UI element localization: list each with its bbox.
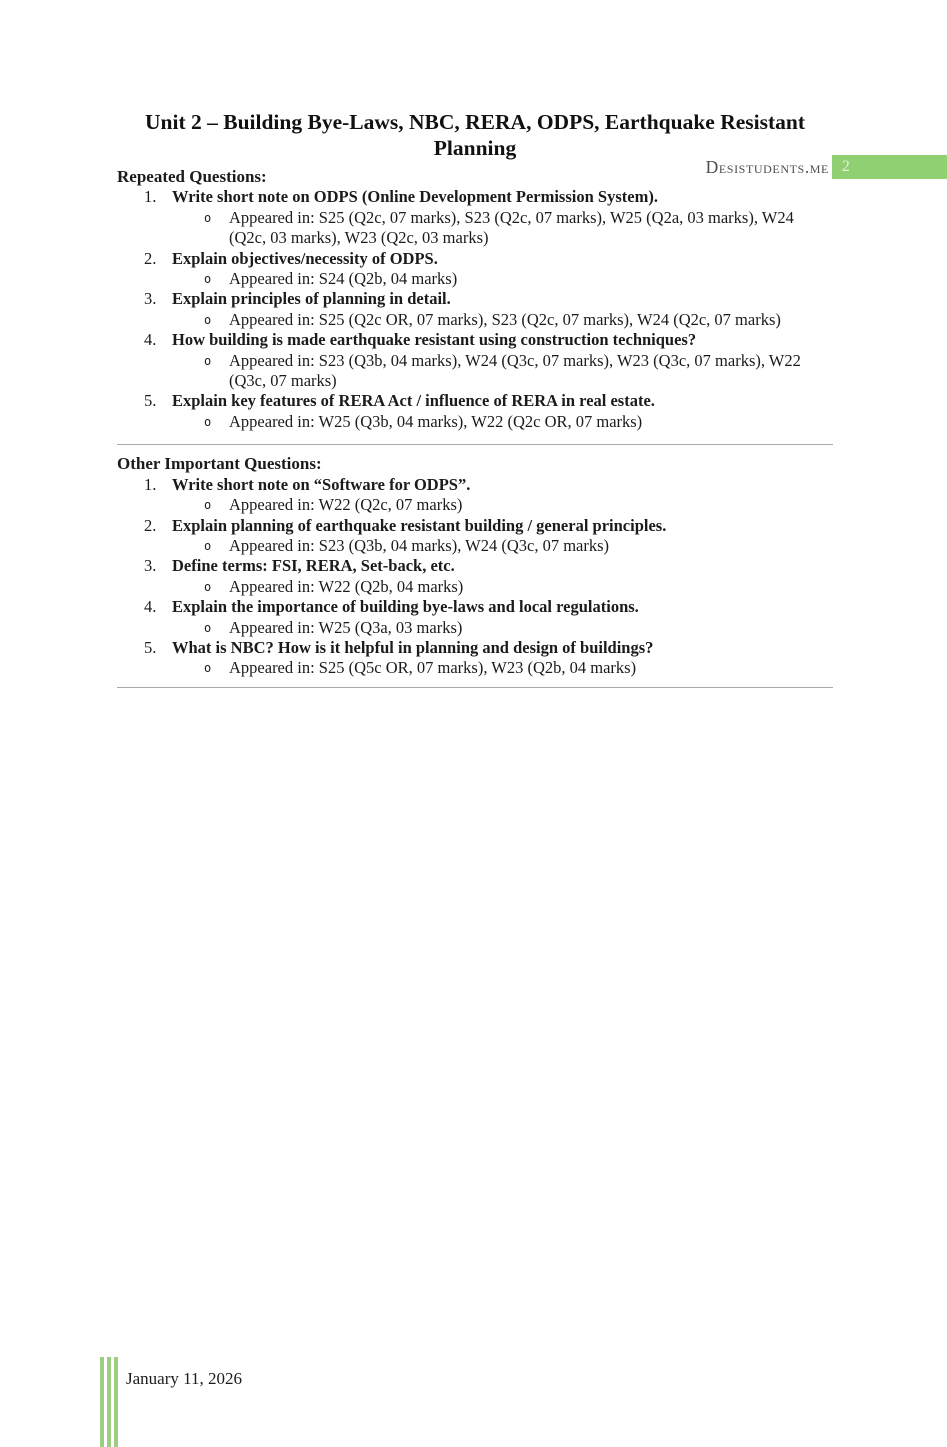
question-item (117, 187, 833, 207)
question-number: 1. (144, 474, 157, 494)
question-text: Explain principles of planning in detail. (172, 289, 451, 309)
question-number: 3. (144, 556, 157, 576)
section-repeated-questions (117, 167, 833, 432)
question-text: Explain objectives/necessity of ODPS. (172, 248, 438, 268)
section-heading: Other Important Questions: (117, 454, 322, 474)
appeared-in-text: Appeared in: W25 (Q3b, 04 marks), W22 (Q2c OR, 07 marks) (229, 411, 643, 431)
appeared-in-item (117, 495, 833, 515)
question-item (117, 638, 833, 658)
appeared-in-text: Appeared in: W22 (Q2c, 07 marks) (229, 495, 463, 515)
question-number: 4. (144, 597, 157, 617)
question-text: Write short note on ODPS (Online Development Permission System). (172, 187, 658, 207)
sub-bullet-icon: o (204, 312, 212, 327)
appeared-in-item (117, 577, 833, 597)
section-divider (117, 444, 833, 445)
appeared-in-item (117, 618, 833, 638)
appeared-in-text: Appeared in: S25 (Q2c, 07 marks), S23 (Q2c, 07 marks), W25 (Q2a, 03 marks), W24 (Q2c, 03 marks), W23 (Q2c, 03 marks) (229, 207, 794, 248)
page-header (706, 155, 947, 179)
sub-bullet-icon: o (204, 661, 212, 676)
sub-bullet-icon: o (204, 272, 212, 287)
accent-bar (114, 1357, 118, 1447)
question-number: 5. (144, 391, 157, 411)
question-item (117, 330, 833, 350)
accent-bar (107, 1357, 111, 1447)
sub-bullet-icon: o (204, 538, 212, 553)
question-number: 4. (144, 330, 157, 350)
page-number: 2 (842, 158, 850, 175)
appeared-in-item (117, 412, 833, 432)
question-item (117, 597, 833, 617)
page-number-badge (832, 155, 947, 179)
footer-date: January 11, 2026 (126, 1369, 242, 1388)
question-item (117, 249, 833, 269)
question-text: Explain the importance of building bye-laws and local regulations. (172, 597, 639, 617)
question-text: Explain planning of earthquake resistant building / general principles. (172, 515, 667, 535)
accent-bar (100, 1357, 104, 1447)
appeared-in-item (117, 269, 833, 289)
question-item (117, 475, 833, 495)
appeared-in-text: Appeared in: W25 (Q3a, 03 marks) (229, 617, 463, 637)
appeared-in-item (117, 208, 833, 249)
question-text: What is NBC? How is it helpful in planning and design of buildings? (172, 637, 654, 657)
question-item (117, 391, 833, 411)
question-text: Explain key features of RERA Act / influence of RERA in real estate. (172, 391, 655, 411)
appeared-in-text: Appeared in: W22 (Q2b, 04 marks) (229, 576, 464, 596)
appeared-in-text: Appeared in: S23 (Q3b, 04 marks), W24 (Q3c, 07 marks) (229, 535, 610, 555)
question-number: 1. (144, 187, 157, 207)
sub-bullet-icon: o (204, 353, 212, 368)
unit-title: Unit 2 – Building Bye-Laws, NBC, RERA, ODPS, Earthquake Resistant Planning (144, 110, 806, 160)
appeared-in-text: Appeared in: S25 (Q5c OR, 07 marks), W23 (Q2b, 04 marks) (229, 658, 637, 678)
sub-bullet-icon: o (204, 579, 212, 594)
appeared-in-item (117, 310, 833, 330)
section-heading: Repeated Questions: (117, 167, 267, 186)
question-item (117, 556, 833, 576)
appeared-in-item (117, 351, 833, 392)
section-other-important-questions (117, 454, 833, 678)
question-number: 5. (144, 637, 157, 657)
question-text: Define terms: FSI, RERA, Set-back, etc. (172, 556, 455, 576)
question-item (117, 289, 833, 309)
document-content (0, 109, 947, 688)
question-number: 2. (144, 515, 157, 535)
appeared-in-text: Appeared in: S25 (Q2c OR, 07 marks), S23 (Q2c, 07 marks), W24 (Q2c, 07 marks) (229, 309, 781, 329)
footer-accent-bars-icon (100, 1357, 118, 1447)
question-text: Write short note on “Software for ODPS”. (172, 474, 471, 494)
appeared-in-text: Appeared in: S23 (Q3b, 04 marks), W24 (Q3c, 07 marks), W23 (Q3c, 07 marks), W22 (Q3c, 07 marks) (229, 350, 801, 391)
site-name: Desistudents.me (705, 157, 829, 177)
question-number: 2. (144, 248, 157, 268)
appeared-in-text: Appeared in: S24 (Q2b, 04 marks) (229, 269, 458, 289)
appeared-in-item (117, 536, 833, 556)
section-divider (117, 687, 833, 688)
appeared-in-item (117, 658, 833, 678)
sub-bullet-icon: o (204, 498, 212, 513)
sub-bullet-icon: o (204, 210, 212, 225)
question-number: 3. (144, 289, 157, 309)
question-text: How building is made earthquake resistant using construction techniques? (172, 330, 697, 350)
document-page (0, 109, 947, 1447)
sub-bullet-icon: o (204, 414, 212, 429)
sub-bullet-icon: o (204, 620, 212, 635)
question-item (117, 516, 833, 536)
